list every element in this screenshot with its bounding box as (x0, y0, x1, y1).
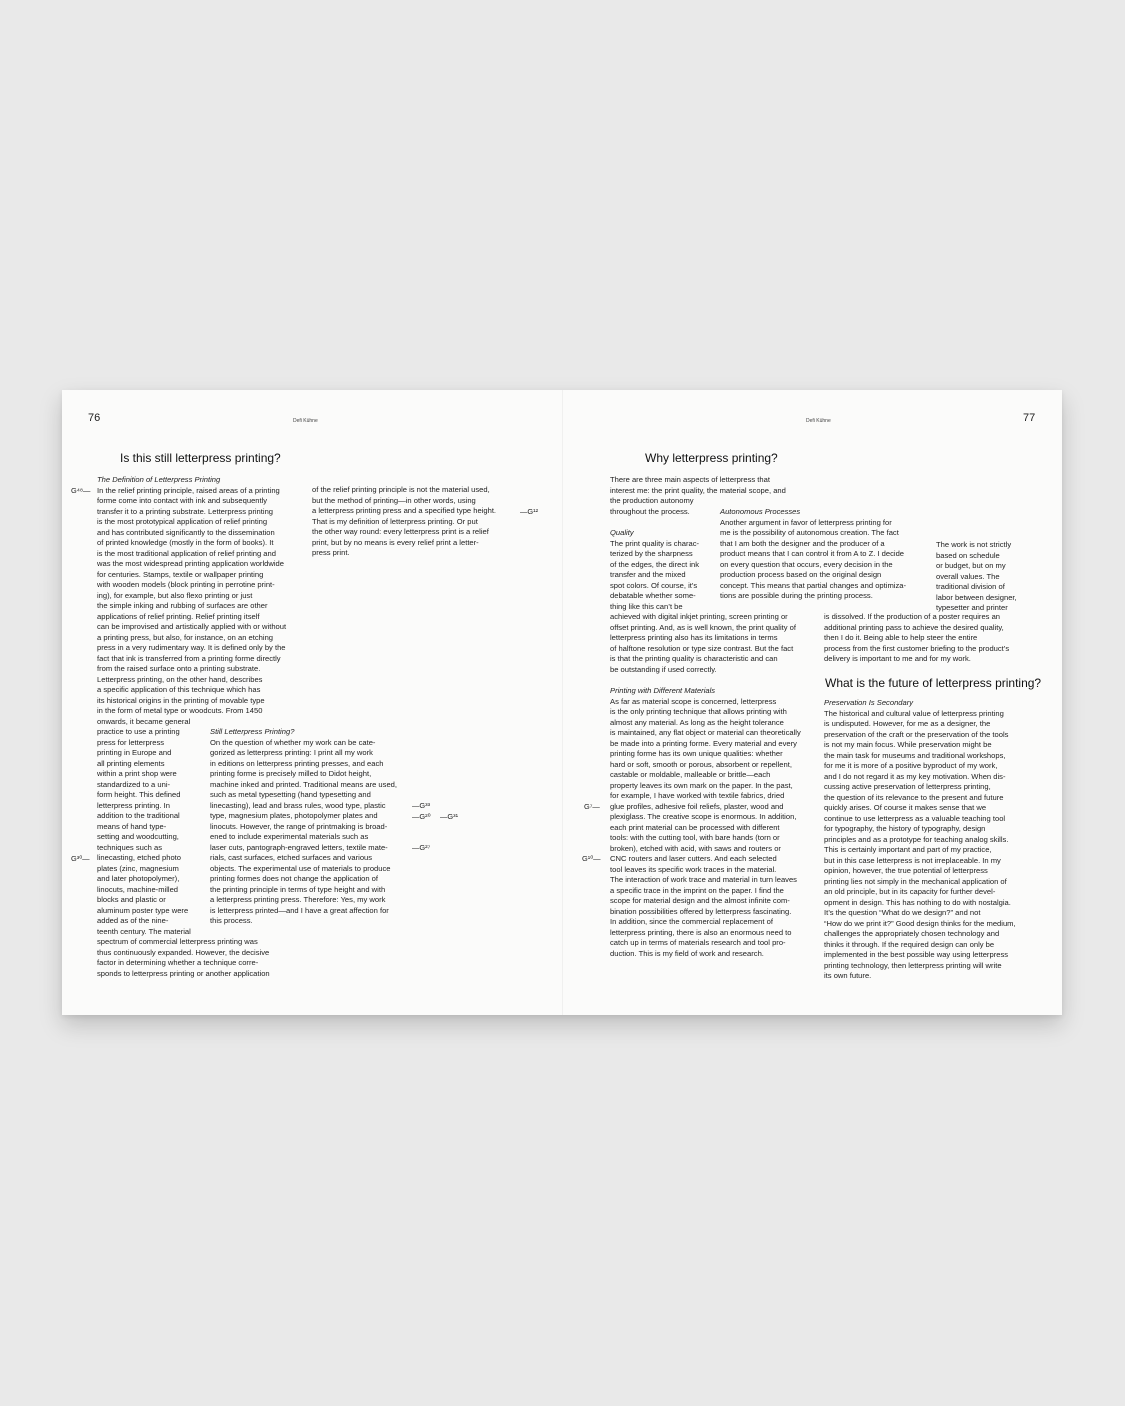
definition-continued: of the relief printing principle is not the material used, but the method of printing—in other words, using a letterpress printing press and a specified type height. That is my definition of letterpress printing. Or put the other way round: every letterpress print is a relief print, but by no means is every relief print a letter- press print. (312, 485, 497, 557)
running-head-right: Defi Kühne (806, 418, 831, 424)
page-number-left: 76 (88, 412, 101, 424)
gloss-ref: G⁷— (584, 802, 600, 811)
page-number-right: 77 (1023, 412, 1036, 424)
side-note: The work is not strictly based on schedule or budget, but on my overall values. The traditional division of labor between designer, typesetter and printer (936, 540, 1017, 612)
gloss-ref: G¹⁰— (582, 854, 601, 863)
gloss-ref: —G²⁷ (412, 843, 431, 852)
subheading: The Definition of Letterpress Printing (97, 475, 221, 484)
book-gutter (562, 390, 563, 1015)
left-section-title: Is this still letterpress printing? (120, 451, 281, 465)
book-spread (62, 390, 1062, 1015)
definition-column-narrow: practice to use a printing press for letterpress printing in Europe and all printing elements within a print shop were standardized to a uni- form height. This defined letterpress printing. In addition to the traditional means of hand type- setting and woodcutting, techniques such as linecasting, etched photo plates (zinc, magnesium and later photopolymer), linocuts, machine-milled blocks and plastic or aluminum poster type were added as of the nine- teenth century. The material (97, 727, 191, 936)
autonomous-continued: is dissolved. If the production of a poster requires an additional printing pass to achieve the desired quality, then I do it. Being able to help steer the entire process from the first customer briefing to the product’s delivery is important to me and for my work. (824, 612, 1010, 663)
gloss-ref: G⁴⁸— (71, 486, 91, 495)
quality-section: Quality The print quality is charac- terized by the sharpness of the edges, the direct ink transfer and the mixed spot colors. Of course, it's debatable whether some- thing like this can’t be (610, 528, 700, 611)
gloss-ref: G³⁰— (71, 854, 90, 863)
gloss-ref: —G²⁰ (412, 812, 431, 821)
subheading: Still Letterpress Printing? (210, 727, 295, 736)
future-section: Preservation Is Secondary The historical and cultural value of letterpress printing is undisputed. However, for me as a designer, the preservation of the craft or the preservation of the tools is not my main focus. While preservation might be the main task for museums and traditional workshops, for me it is more of a positive byproduct of my work, and I do not regard it as my key motivation. When dis- cussing active preservation of letterpress printing, the question of its relevance to the present and future quickly arises. Of course it makes sense that we continue to use letterpress as a valuable teaching tool for typography, the history of typography, design principles and as a prototype for teaching analog skills. This is certainly important and part of my practice, but in this case letterpress is not irreplaceable. In my opinion, however, the true potential of letterpress printing lies not simply in the mechanical application of an old principle, but in its capacity for further devel- opment in design. This has nothing to do with nostalgia. It’s the question “What do we design?” and not “How do we print it?” Good design thinks for the medium, challenges the appropriately chosen technology and thinks it through. If the required design can only be implemented in the best possible way using letterpress printing technology, then letterpress printing will write its own future. (824, 698, 1016, 980)
definition-column-top: The Definition of Letterpress Printing In the relief printing principle, raised areas of a printing forme come into contact with ink and subsequently transfer it to a printing substrate. Letterpress printing is the most prototypical application of relief printing and has contributed significantly to the dissemination of printed knowledge (mostly in the form of books). It is the most traditional application of relief printing and was the most widespread printing application worldwide for centuries. Stamps, textile or wallpaper printing with wooden models (block printing in perrotine print- ing), for example, but also flexo printing or just the simple inking and rubbing of surfaces are other applications of relief printing. Relief printing itself can be improvised and artistically applied with or without a printing press, but also, for instance, on an etching press in a very rudimentary way. It is defined only by the fact that ink is transferred from a printing forme directly from the raised surface onto a printing substrate. Letterpress printing, on the other hand, describes a specific application of this technique which has its historical origins in the printing of movable type in the form of metal type or woodcuts. From 1450 onwards, it became general (97, 475, 287, 726)
subheading: Autonomous Processes (720, 507, 801, 516)
gloss-ref: —G¹² (520, 507, 539, 516)
intro-paragraph: There are three main aspects of letterpress that interest me: the print quality, the material scope, and the production autonomy throughout the process. (610, 475, 786, 516)
autonomous-section: Autonomous Processes Another argument in favor of letterpress printing for me is the possibility of autonomous creation. The fact that I am both the designer and the producer of a product means that I can control it from A to Z. I decide on every question that occurs, every decision in the production process based on the original design concept. This means that partial changes and optimiza- tions are possible during the printing process. (720, 507, 907, 600)
gloss-ref: —G³³ (412, 801, 431, 810)
subheading: Preservation Is Secondary (824, 698, 914, 707)
subheading: Printing with Different Materials (610, 686, 716, 695)
still-letterpress-section: Still Letterpress Printing? On the question of whether my work can be cate- gorized as letterpress printing: I print all my work in editions on letterpress printing presses, and each printing forme is precisely milled to Didot height, machine inked and printed. Traditional means are used, such as metal typesetting (hand typesetting and linecasting), lead and brass rules, wood type, plastic type, magnesium plates, photopolymer plates and linocuts. However, the range of printmaking is broad- ened to include experimental materials such as laser cuts, pantograph-engraved letters, textile mate- rials, cast surfaces, etched surfaces and various objects. The experimental use of materials to produce printing formes does not change the application of the printing principle in terms of type height and with a letterpress printing press. Therefore: Yes, my work is letterpress printed—and I have a great affection for this process. (210, 727, 398, 925)
right-section-title: Why letterpress printing? (645, 451, 778, 465)
subheading: Quality (610, 528, 634, 537)
definition-column-bottom: spectrum of commercial letterpress printing was thus continuously expanded. However, the decisive factor in determining whether a technique corre- sponds to letterpress printing or another application (97, 937, 270, 978)
materials-section: Printing with Different Materials As far as material scope is concerned, letterpress is the only printing technique that allows printing with almost any material. As long as the height tolerance is maintained, any flat object or material can theoretically be made into a printing forme. Every material and every printing forme has its own unique qualities: whether hard or soft, smooth or porous, absorbent or repellent, castable or moldable, malleable or brittle—each property leaves its own mark on the paper. In the past, for example, I have worked with textile fabrics, dried glue profiles, adhesive foil reliefs, plaster, wood and plexiglass. The creative scope is enormous. In addition, each print material can be processed with different tools: with the cutting tool, with bare hands (torn or broken), etched with acid, with saws and routers or CNC routers and laser cutters. And each selected tool leaves its specific work traces in the material. The interaction of work trace and material in turn leaves a specific trace in the imprint on the paper. I find the scope for material design and the almost infinite com- bination possibilities offered by letterpress fascinating. In addition, since the commercial replacement of letterpress printing, there is also an enormous need to catch up in terms of materials research and tool pro- duction. This is my field of work and research. (610, 686, 801, 958)
gloss-ref: —G³¹ (440, 812, 459, 821)
quality-continued: achieved with digital inkjet printing, screen printing or offset printing. And, as is well known, the print quality of letterpress printing also has its limitations in terms of halftone resolution or type size contrast. But the fact is that the printing quality is characteristic and can be outstanding if used correctly. (610, 612, 797, 674)
running-head-left: Defi Kühne (293, 418, 318, 424)
future-section-title: What is the future of letterpress printing? (825, 676, 1042, 690)
